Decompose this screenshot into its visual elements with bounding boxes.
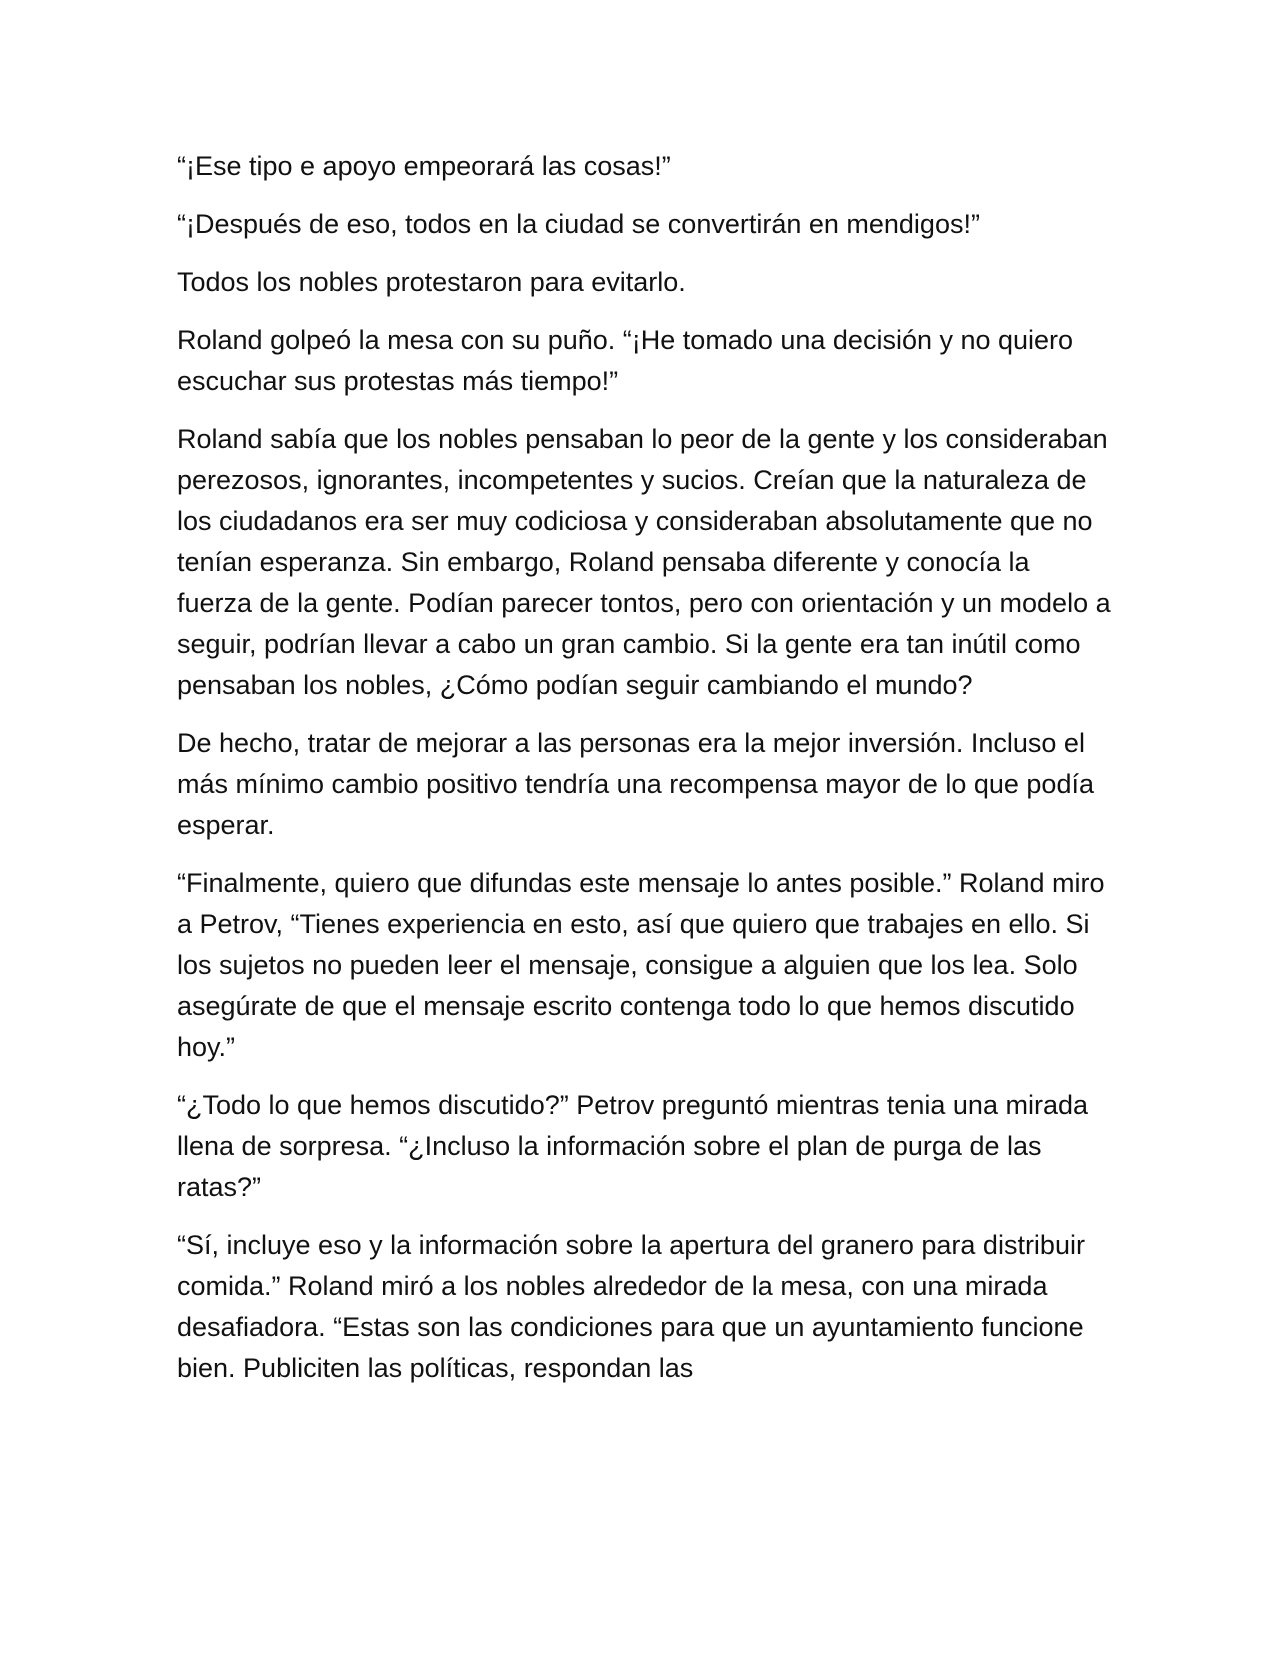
paragraph: “¡Ese tipo e apoyo empeorará las cosas!” — [177, 151, 671, 181]
paragraph: “Sí, incluye eso y la información sobre la apertura del granero para distribuir comida.” Roland miró a los nobles alrededor de la mesa, con una mirada desafiadora. “Estas son las condiciones para que un ayuntamiento funcione bien. Publiciten las políticas, respondan las — [177, 1230, 1085, 1383]
paragraph: Roland sabía que los nobles pensaban lo peor de la gente y los consideraban perezosos, ignorantes, incompetentes y sucios. Creían que la naturaleza de los ciudadanos era ser muy codiciosa y consideraban absolutamente que no tenían esperanza. Sin embargo, Roland pensaba diferente y conocía la fuerza de la gente. Podían parecer tontos, pero con orientación y un modelo a seguir, podrían llevar a cabo un gran cambio. Si la gente era tan inútil como pensaban los nobles, ¿Cómo podían seguir cambiando el mundo? — [177, 424, 1111, 700]
paragraph: “Finalmente, quiero que difundas este mensaje lo antes posible.” Roland miro a Petrov, “Tienes experiencia en esto, así que quiero que trabajes en ello. Si los sujetos no pueden leer el mensaje, consigue a alguien que los lea. Solo asegúrate de que el mensaje escrito contenga todo lo que hemos discutido hoy.” — [177, 868, 1105, 1062]
paragraph: “¿Todo lo que hemos discutido?” Petrov preguntó mientras tenia una mirada llena de sorpresa. “¿Incluso la información sobre el plan de purga de las ratas?” — [177, 1090, 1088, 1202]
paragraph: De hecho, tratar de mejorar a las personas era la mejor inversión. Incluso el más mínimo cambio positivo tendría una recompensa mayor de lo que podía esperar. — [177, 728, 1094, 840]
document-body — [177, 146, 1112, 1406]
paragraph: “¡Después de eso, todos en la ciudad se convertirán en mendigos!” — [177, 209, 980, 239]
paragraph: Todos los nobles protestaron para evitarlo. — [177, 267, 686, 297]
paragraph: Roland golpeó la mesa con su puño. “¡He tomado una decisión y no quiero escuchar sus protestas más tiempo!” — [177, 325, 1074, 396]
